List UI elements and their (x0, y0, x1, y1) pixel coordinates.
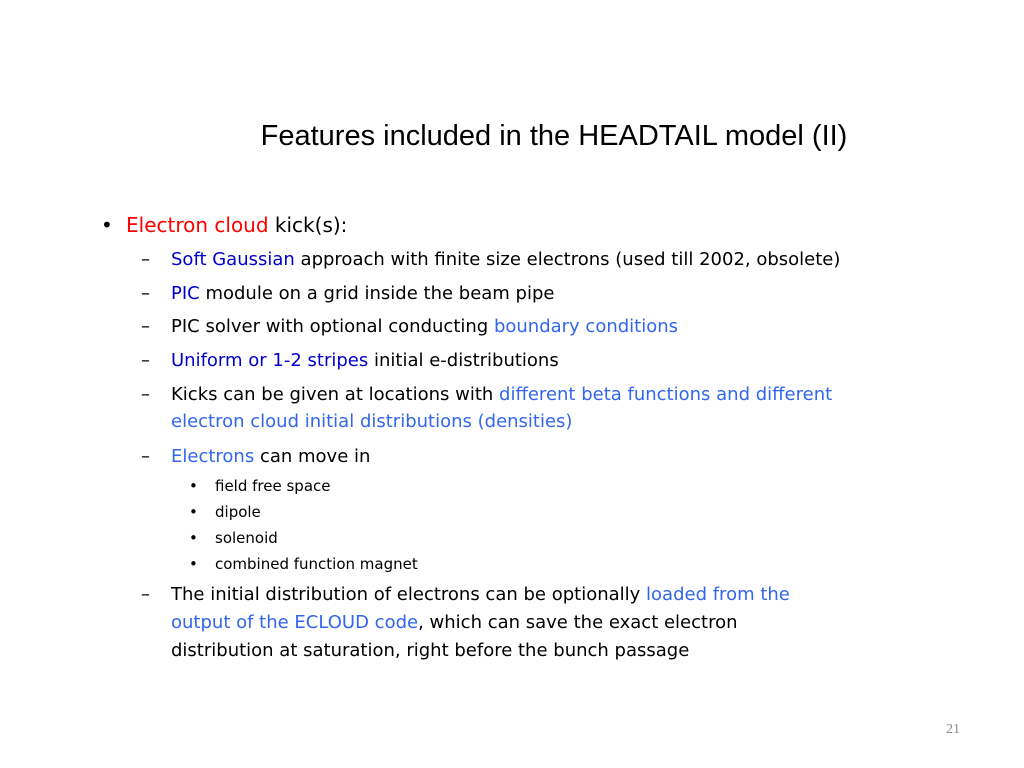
dash-marker: – (141, 584, 150, 605)
text-soft-gaussian: approach with finite size electrons (used till 2002, obsolete) (294, 249, 841, 270)
text-uniform-stripes: initial e-distributions (368, 350, 559, 371)
item-uniform-stripes (171, 347, 559, 375)
text-pic-solver: PIC solver with optional conducting (171, 316, 494, 337)
sub-bullet-marker: • (189, 477, 198, 495)
item-initial-distribution-line1 (171, 581, 790, 609)
item-kicks-line1 (171, 381, 832, 409)
highlight-initial-distributions: electron cloud initial distributions (densities) (171, 411, 573, 432)
bullet-marker: • (101, 213, 113, 237)
dash-marker: – (141, 283, 150, 304)
dash-marker: – (141, 384, 150, 405)
sub-bullet-marker: • (189, 503, 198, 521)
sub-bullet-marker: • (189, 555, 198, 573)
text-electrons-move: can move in (254, 446, 371, 467)
text-kicks: kick(s): (268, 213, 348, 237)
dash-marker: – (141, 249, 150, 270)
item-initial-distribution-line3: distribution at saturation, right before the bunch passage (171, 640, 690, 661)
highlight-ecloud-code: output of the ECLOUD code (171, 612, 419, 633)
dash-marker: – (141, 350, 150, 371)
item-kicks-line2 (171, 408, 572, 436)
dash-marker: – (141, 446, 150, 467)
highlight-electron-cloud: Electron cloud (126, 213, 269, 237)
text-initial-distribution: The initial distribution of electrons can be optionally (171, 584, 647, 605)
item-soft-gaussian (171, 246, 840, 274)
sub-item-dipole: dipole (215, 503, 261, 521)
highlight-electrons: Electrons (171, 446, 255, 467)
item-pic-solver (171, 313, 678, 341)
text-exact-electron: , which can save the exact electron (418, 612, 738, 633)
item-pic-module (171, 280, 555, 308)
highlight-beta-functions: different beta functions and different (499, 384, 833, 405)
sub-item-combined-function-magnet: combined function magnet (215, 555, 418, 573)
highlight-boundary-conditions: boundary conditions (493, 316, 679, 337)
highlight-soft-gaussian: Soft Gaussian (171, 249, 295, 270)
highlight-pic: PIC (171, 283, 200, 304)
text-kicks-locations: Kicks can be given at locations with (171, 384, 500, 405)
sub-item-solenoid: solenoid (215, 529, 278, 547)
slide-title: Features included in the HEADTAIL model (II) (260, 120, 848, 152)
page-number: 21 (946, 722, 960, 737)
text-pic-module: module on a grid inside the beam pipe (199, 283, 555, 304)
sub-item-field-free-space: field free space (215, 477, 331, 495)
dash-marker: – (141, 316, 150, 337)
bullet-electron-cloud (126, 211, 347, 239)
item-electrons-move (171, 443, 370, 471)
highlight-loaded-from: loaded from the (646, 584, 790, 605)
sub-bullet-marker: • (189, 529, 198, 547)
highlight-uniform-stripes: Uniform or 1-2 stripes (171, 350, 369, 371)
item-initial-distribution-line2 (171, 609, 738, 637)
